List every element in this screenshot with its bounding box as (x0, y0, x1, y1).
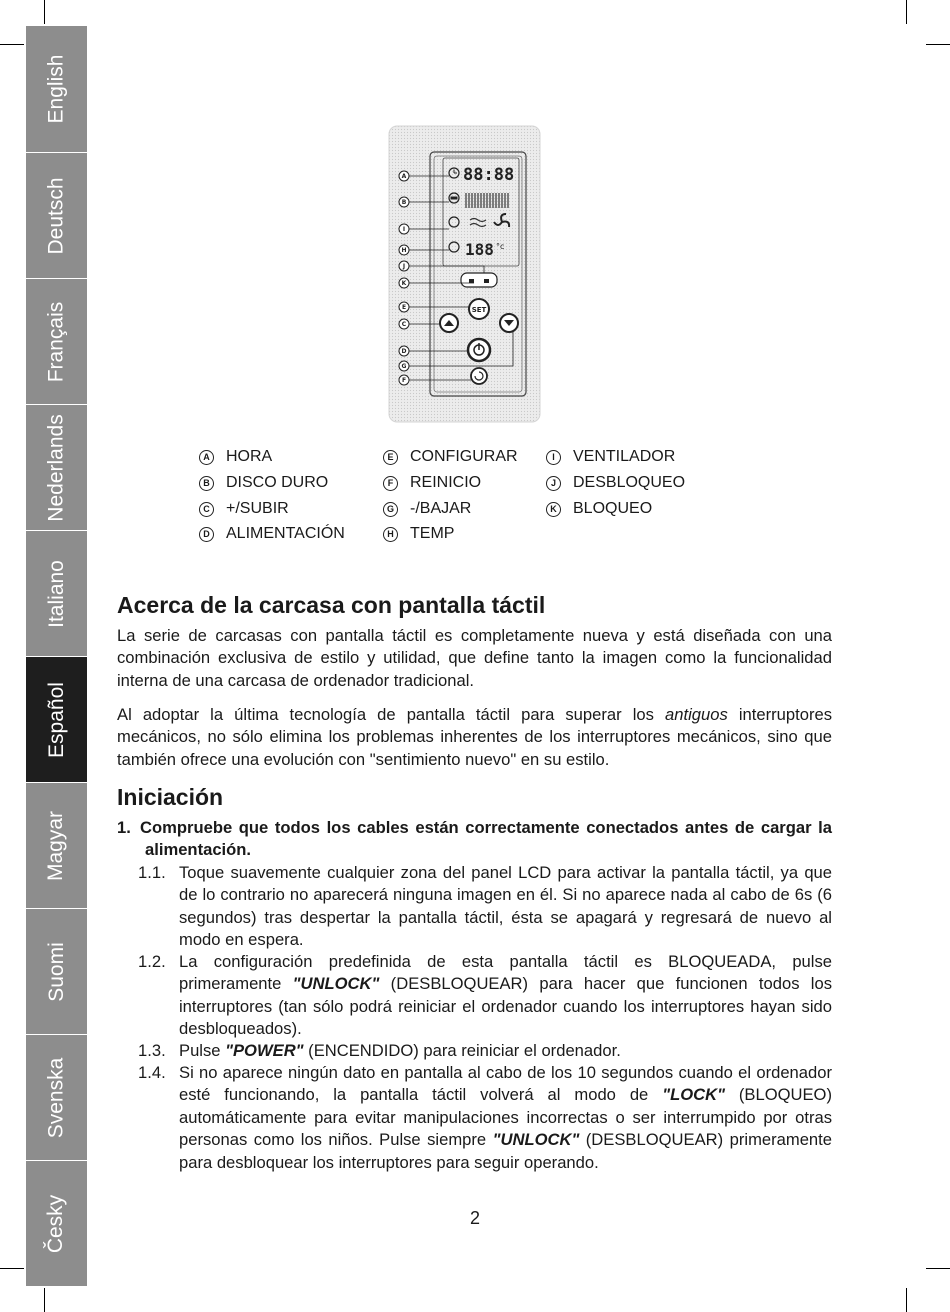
crop-mark (906, 0, 907, 24)
language-tab-nederlands[interactable]: Nederlands (26, 405, 87, 531)
svg-text:B: B (401, 199, 407, 206)
legend-item-k: K BLOQUEO (546, 499, 652, 519)
legend-item-i: I VENTILADOR (546, 447, 675, 467)
svg-text:K: K (401, 280, 407, 287)
substep-number: 1.1. (138, 863, 166, 882)
substep-number: 1.4. (138, 1063, 166, 1082)
substep-number: 1.2. (138, 952, 166, 971)
hdd-activity-bars (466, 193, 508, 208)
legend-item-h: H TEMP (383, 524, 454, 544)
section-title-getting-started: Iniciación (117, 784, 224, 810)
about-paragraph-2: Al adoptar la última tecnología de pantalla táctil para superar los antiguos interruptores mecánicos, no sólo elimina los problemas inherentes de los interruptores mecánicos, sino que también ofrece una evolución con "sentimiento nuevo" en su estilo. (117, 705, 832, 769)
svg-text:A: A (401, 173, 407, 180)
svg-text:C: C (401, 321, 407, 328)
svg-text:H: H (401, 247, 407, 254)
crop-mark (0, 1268, 24, 1269)
language-tab-english[interactable]: English (26, 26, 87, 153)
substep-1-3: Pulse "POWER" (ENCENDIDO) para reiniciar el ordenador. (179, 1041, 621, 1060)
substep-1-2: La configuración predefinida de esta pantalla táctil es BLOQUEADA, pulse primeramente "UNLOCK" (DESBLOQUEAR) para hacer que funcionen todos los interruptores (tan sólo podrá reiniciar el ordenador cuando los interruptores hayan sido desbloqueados). (179, 952, 832, 1039)
language-sidebar (26, 26, 87, 1286)
svg-text:J: J (402, 263, 406, 270)
legend-item-j: J DESBLOQUEO (546, 473, 685, 493)
svg-text:SET: SET (471, 306, 487, 314)
crop-mark (926, 44, 950, 45)
reset-button (471, 368, 487, 384)
language-tab-espanol[interactable]: Español (26, 657, 87, 783)
legend-item-d: D ALIMENTACIÓN (199, 524, 345, 544)
lock-unlock-buttons (461, 273, 497, 287)
crop-mark (906, 1288, 907, 1312)
crop-mark (44, 1288, 45, 1312)
language-tab-francais[interactable]: Français (26, 279, 87, 405)
svg-text:F: F (401, 377, 407, 384)
legend-item-b: B DISCO DURO (199, 473, 328, 493)
temp-digits: 188 (465, 240, 494, 259)
legend-item-f: F REINICIO (383, 473, 481, 493)
legend-item-e: E CONFIGURAR (383, 447, 518, 467)
svg-text:°c: °c (496, 242, 505, 251)
svg-text:I: I (402, 226, 406, 233)
control-panel-diagram (388, 125, 541, 423)
page-number: 2 (469, 1208, 480, 1228)
about-paragraph-1: La serie de carcasas con pantalla táctil es completamente nueva y está diseñada con una combinación exclusiva de estilo y utilidad, que define tanto la imagen como la funcionalidad interna de una carcasa de ordenador tradicional. (117, 626, 832, 690)
language-tab-italiano[interactable]: Italiano (26, 531, 87, 657)
substep-1-4: Si no aparece ningún dato en pantalla al cabo de los 10 segundos cuando el ordenador esté funcionando, la pantalla táctil volverá al modo de "LOCK" (BLOQUEO) automáticamente para evitar manipulaciones incorrectas o ser interrumpido por otras personas como los niños. Pulse siempre "UNLOCK" (DESBLOQUEAR) primeramente para desbloquear los interruptores para seguir operando. (179, 1063, 832, 1172)
language-tab-deutsch[interactable]: Deutsch (26, 153, 87, 279)
language-tab-cesky[interactable]: Česky (44, 1194, 68, 1253)
legend-item-a: A HORA (199, 447, 272, 467)
step-number: 1. (117, 818, 131, 837)
step-1: Compruebe que todos los cables están correctamente conectados antes de cargar la alimentación. (140, 818, 832, 860)
legend-item-c: C +/SUBIR (199, 499, 289, 519)
language-tab-suomi[interactable]: Suomi (26, 909, 87, 1035)
substep-number: 1.3. (138, 1041, 166, 1060)
svg-text:E: E (401, 304, 407, 311)
section-title-about: Acerca de la carcasa con pantalla táctil (117, 592, 546, 618)
svg-text:D: D (401, 348, 407, 355)
crop-mark (0, 44, 24, 45)
language-tab-svenska[interactable]: Svenska (26, 1035, 87, 1161)
display-digits: 88:88 (463, 165, 515, 185)
legend-item-g: G -/BAJAR (383, 499, 471, 519)
language-tab-magyar[interactable]: Magyar (26, 783, 87, 909)
substep-1-1: Toque suavemente cualquier zona del panel LCD para activar la pantalla táctil, ya que de lo contrario no aparecerá ninguna imagen en él. Si no aparece nada al cabo de 6s (6 segundos) tras despertar la pantalla táctil, ésta se apagará y regresará de nuevo al modo en espera. (179, 863, 832, 950)
svg-text:G: G (401, 363, 407, 370)
crop-mark (926, 1268, 950, 1269)
crop-mark (44, 0, 45, 24)
